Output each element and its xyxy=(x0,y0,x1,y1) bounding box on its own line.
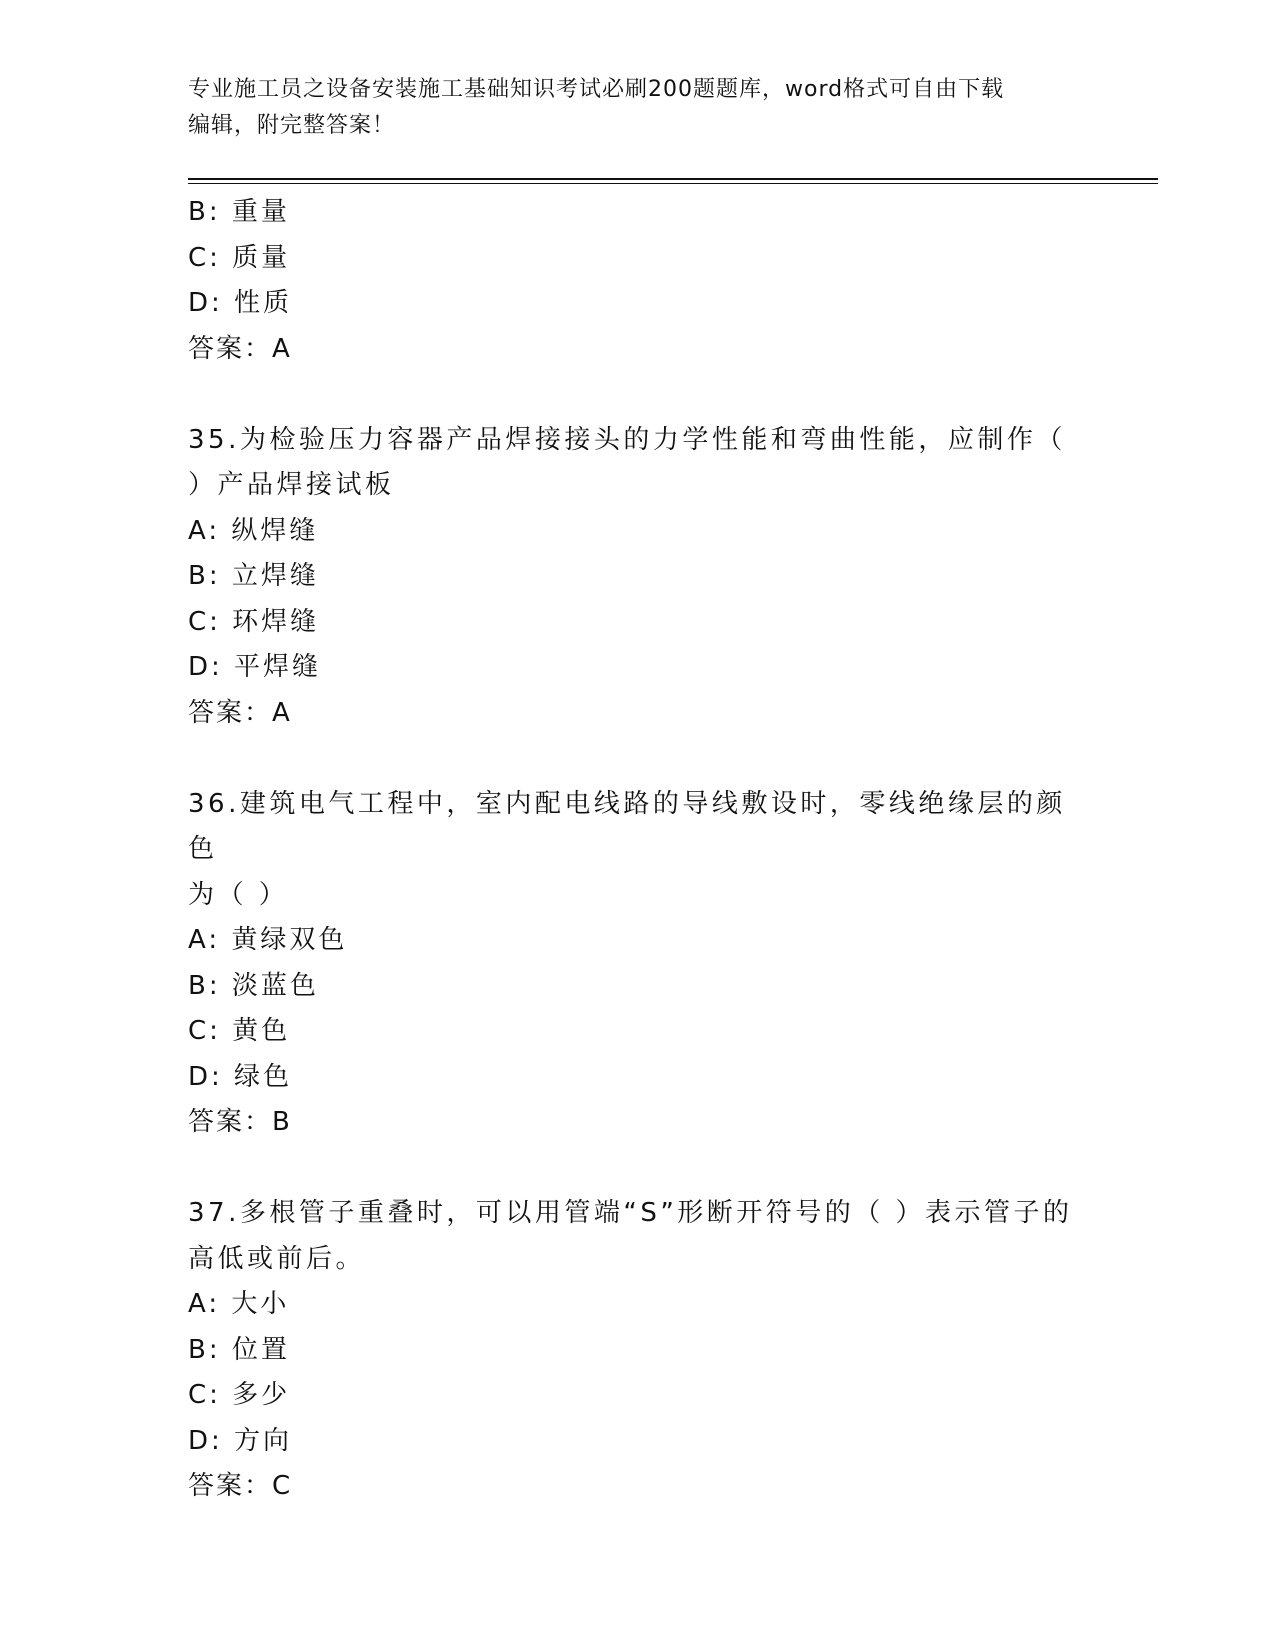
option-c: C: 黄色 xyxy=(188,1016,291,1046)
document-header xyxy=(188,72,1088,144)
spacer xyxy=(188,736,1088,782)
question-list xyxy=(188,190,1088,1510)
answer-line: 答案：C xyxy=(188,1471,293,1501)
question-stem-line1: 36.建筑电气工程中，室内配电线路的导线敷设时，零线绝缘层的颜色 xyxy=(188,788,1066,864)
question-stem-line1: 37.多根管子重叠时，可以用管端“S”形断开符号的（ ）表示管子的 xyxy=(188,1198,1073,1228)
spacer xyxy=(188,372,1088,418)
spacer xyxy=(188,1146,1088,1192)
option-b: B: 重量 xyxy=(188,197,290,227)
answer-line: 答案：A xyxy=(188,333,292,364)
option-a: A: 纵焊缝 xyxy=(188,515,319,546)
header-divider-thin xyxy=(188,183,1158,184)
option-b: B: 位置 xyxy=(188,1334,290,1365)
option-c: C: 质量 xyxy=(188,242,291,273)
option-a: A: 黄绿双色 xyxy=(188,925,348,955)
question-stem-line1: 35.为检验压力容器产品焊接接头的力学性能和弯曲性能，应制作（ xyxy=(188,424,1066,455)
question-block-37 xyxy=(188,1191,1088,1510)
option-d: D: 方向 xyxy=(188,1425,293,1456)
option-c: C: 多少 xyxy=(188,1380,291,1410)
question-block-35 xyxy=(188,418,1088,737)
answer-line: 答案：A xyxy=(188,697,292,728)
header-title-line2: 编辑，附完整答案！ xyxy=(188,113,396,138)
option-c: C: 环焊缝 xyxy=(188,606,320,637)
question-block-36 xyxy=(188,782,1088,1146)
option-b: B: 淡蓝色 xyxy=(188,970,319,1001)
option-d: D: 性质 xyxy=(188,288,293,318)
question-block-34 xyxy=(188,190,1088,372)
option-b: B: 立焊缝 xyxy=(188,561,319,591)
question-stem-line2: ）产品焊接试板 xyxy=(188,470,395,500)
option-d: D: 绿色 xyxy=(188,1061,293,1092)
answer-line: 答案：B xyxy=(188,1107,292,1137)
header-divider-thick xyxy=(188,178,1158,180)
question-stem-line2: 为（ ） xyxy=(188,879,289,910)
option-a: A: 大小 xyxy=(188,1289,290,1319)
question-stem-line2: 高低或前后。 xyxy=(188,1243,366,1274)
option-d: D: 平焊缝 xyxy=(188,652,322,682)
header-title-line1: 专业施工员之设备安装施工基础知识考试必刷200题题库，word格式可自由下载 xyxy=(188,77,1005,102)
